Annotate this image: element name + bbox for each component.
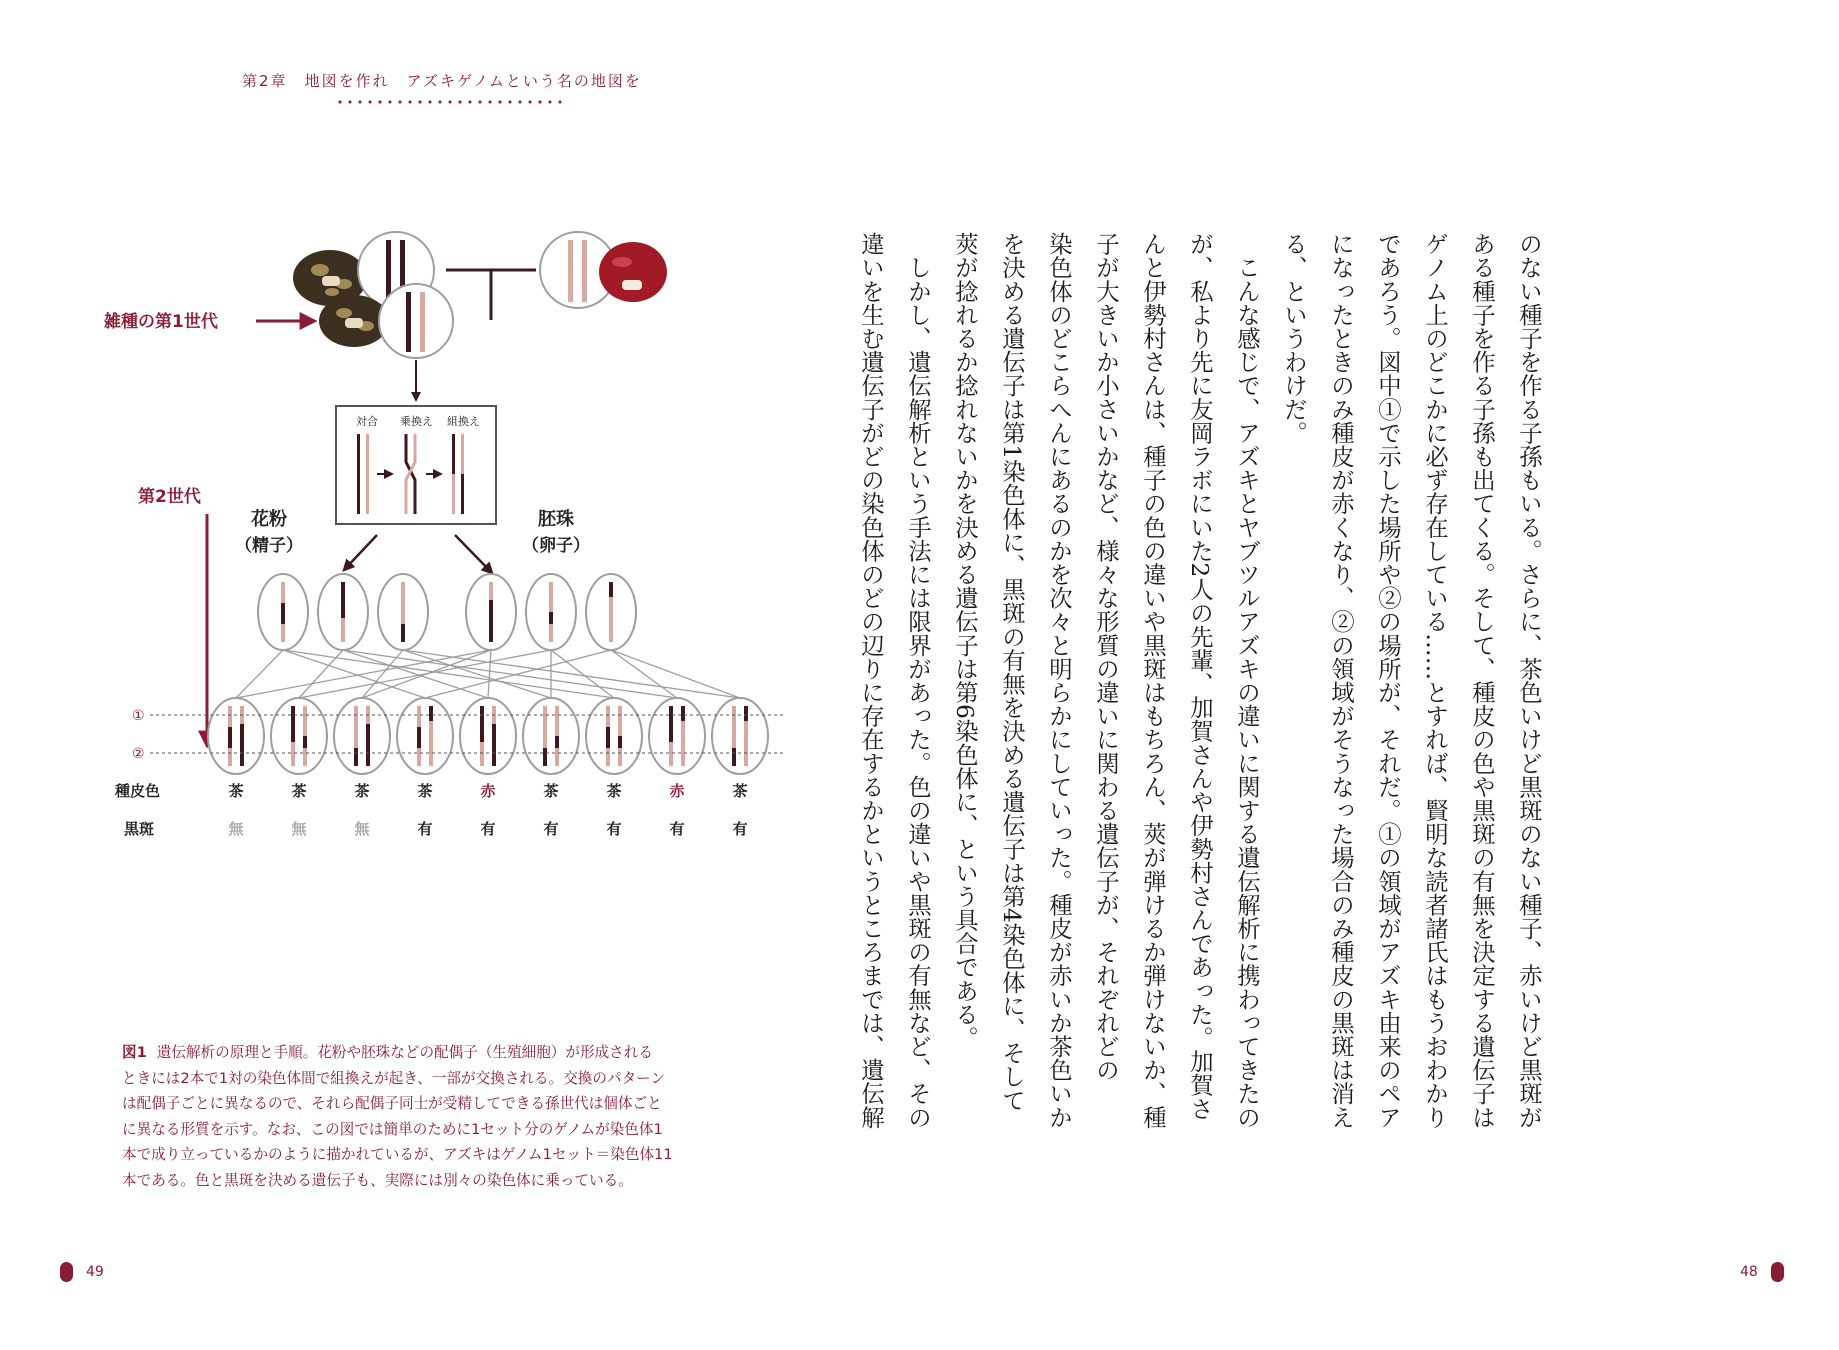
gamete: [526, 574, 576, 650]
spot-value: 有: [543, 820, 559, 838]
seed-color-row-label: 種皮色: [115, 782, 161, 800]
spot-value: 有: [417, 820, 433, 838]
ovule-label: 胚珠: [538, 509, 574, 530]
offspring-genotype: [460, 698, 516, 774]
page-marker-left: [60, 1262, 73, 1282]
ovule-arrow: [455, 535, 492, 573]
spot-row-label: 黒斑: [124, 820, 155, 838]
text-column: 染色体のどこらへんにあるのかを次々と明らかにしていった。種皮が赤いか茶色いか: [1045, 232, 1073, 1129]
text-column: になったときのみ種皮が赤くなり、②の領域がそうなった場合のみ種皮の黒斑は消え: [1327, 232, 1355, 1129]
text-column: のない種子を作る子孫もいる。さらに、茶色いけど黒斑のない種子、赤いけど黒斑が: [1515, 232, 1543, 1129]
seed-color-value: 茶: [606, 782, 622, 800]
text-column: 子が大きいか小さいかなど、様々な形質の違いに関わる遺伝子が、それぞれどの: [1092, 232, 1120, 1082]
pollen-arrow: [344, 535, 377, 570]
caption-line: に異なる形質を示す。なお、この図では簡単のために1セット分のゲノムが染色体1: [122, 1120, 663, 1138]
pollen-label: 花粉: [251, 509, 287, 530]
spot-value: 有: [732, 820, 748, 838]
page-number-right: 48: [1740, 1264, 1758, 1280]
offspring: [208, 698, 768, 774]
gamete: [466, 574, 516, 650]
spot-value: 無: [228, 820, 244, 838]
gamete: [258, 574, 308, 650]
text-column: る、というわけだ。: [1280, 232, 1308, 445]
text-column: ゲノム上のどこかに必ず存在している……とすれば、賢明な読者諸氏はもうおわかり: [1421, 232, 1449, 1129]
seed-color-value: 茶: [732, 782, 748, 800]
caption-line: 遺伝解析の原理と手順。花粉や胚珠などの配偶子（生殖細胞）が形成される: [156, 1044, 653, 1061]
seed-color-value: 茶: [417, 782, 433, 800]
page-marker-right: [1771, 1262, 1784, 1282]
text-column: であろう。図中①で示した場所や②の場所が、それだ。①の領域がアズキ由来のペア: [1374, 232, 1402, 1129]
step-pairing: 対合: [356, 415, 378, 428]
f1-label: 雑種の第1世代: [104, 312, 218, 332]
f2-label: 第2世代: [138, 487, 201, 507]
text-column: ある種子を作る子孫も出てくる。そして、種皮の色や黒斑の有無を決定する遺伝子は: [1468, 232, 1496, 1129]
body-text: [857, 232, 1552, 1192]
seed-color-value: 茶: [228, 782, 244, 800]
caption-line: 本で成り立っているかのように描かれているが、アズキはゲノム1セット＝染色体11: [122, 1146, 673, 1164]
gamete: [378, 574, 428, 650]
seed-color-value: 茶: [354, 782, 370, 800]
seed-color-value: 赤: [669, 782, 685, 800]
gamete: [318, 574, 368, 650]
text-column: 莢が捻れるか捻れないかを決める遺伝子は第6染色体に、という具合である。: [951, 232, 979, 1050]
parent-azuki-seed: [599, 242, 667, 302]
ovule-sublabel: （卵子）: [522, 536, 590, 556]
spot-value: 無: [354, 820, 370, 838]
marker-1: ①: [132, 708, 145, 724]
spot-value: 有: [480, 820, 496, 838]
offspring-genotype: [586, 698, 642, 774]
offspring-genotype: [208, 698, 264, 774]
text-column: を決める遺伝子は第1染色体に、黒斑の有無を決める遺伝子は第4染色体に、そして: [998, 232, 1026, 1112]
step-crossover: 乗換え: [400, 415, 433, 428]
offspring-genotype: [649, 698, 705, 774]
seed-color-value: 赤: [480, 782, 496, 800]
caption-line: は配偶子ごとに異なるので、それら配偶子同士が受精してできる孫世代は個体ごと: [122, 1095, 662, 1113]
fertilization-lines: [236, 650, 740, 698]
spot-value: 無: [291, 820, 307, 838]
text-column: 違いを生む遺伝子がどの染色体のどの辺りに存在するかというところまでは、遺伝解: [857, 232, 885, 1129]
gametes: [258, 574, 636, 650]
pollen-sublabel: （精子）: [235, 536, 303, 556]
gamete: [586, 574, 636, 650]
caption-line: ときには2本で1対の染色体間で組換えが起き、一部が交換される。交換のパターン: [122, 1069, 666, 1087]
meiosis-box: [336, 406, 496, 524]
step-recombination: 組換え: [447, 415, 480, 428]
f1-chromosomes: [379, 284, 453, 358]
cross-symbol: [446, 270, 536, 320]
caption-line: 本である。色と黒斑を決める遺伝子も、実際には別々の染色体に乗っている。: [122, 1171, 633, 1189]
text-column: が、私より先に友岡ラボにいた2人の先輩、加賀さんや伊勢村さんであった。加賀さ: [1186, 232, 1214, 1121]
page-number-left: 49: [86, 1264, 104, 1280]
seed-color-value: 茶: [291, 782, 307, 800]
header-dotted-rule: [335, 100, 565, 104]
trait-values: [228, 782, 747, 838]
chapter-header: [242, 70, 642, 91]
chapter-number: 第2章: [242, 72, 288, 90]
figure-caption: [122, 1040, 787, 1194]
spot-value: 有: [669, 820, 685, 838]
figure-number: 図1: [122, 1044, 147, 1061]
offspring-genotype: [397, 698, 453, 774]
offspring-genotype: [712, 698, 768, 774]
genetics-figure: [100, 200, 800, 1030]
text-column: んと伊勢村さんは、種子の色の違いや黒斑はもちろん、莢が弾けるか弾けないか、種: [1139, 232, 1167, 1129]
text-column: しかし、遺伝解析という手法には限界があった。色の違いや黒斑の有無など、その: [904, 232, 932, 1129]
marker-2: ②: [132, 746, 145, 762]
offspring-genotype: [523, 698, 579, 774]
chapter-title: 地図を作れ アズキゲノムという名の地図を: [304, 72, 642, 90]
spot-value: 有: [606, 820, 622, 838]
seed-color-value: 茶: [543, 782, 559, 800]
offspring-genotype: [334, 698, 390, 774]
text-column: こんな感じで、アズキとヤブツルアズキの違いに関する遺伝解析に携わってきたの: [1233, 232, 1261, 1129]
offspring-genotype: [271, 698, 327, 774]
